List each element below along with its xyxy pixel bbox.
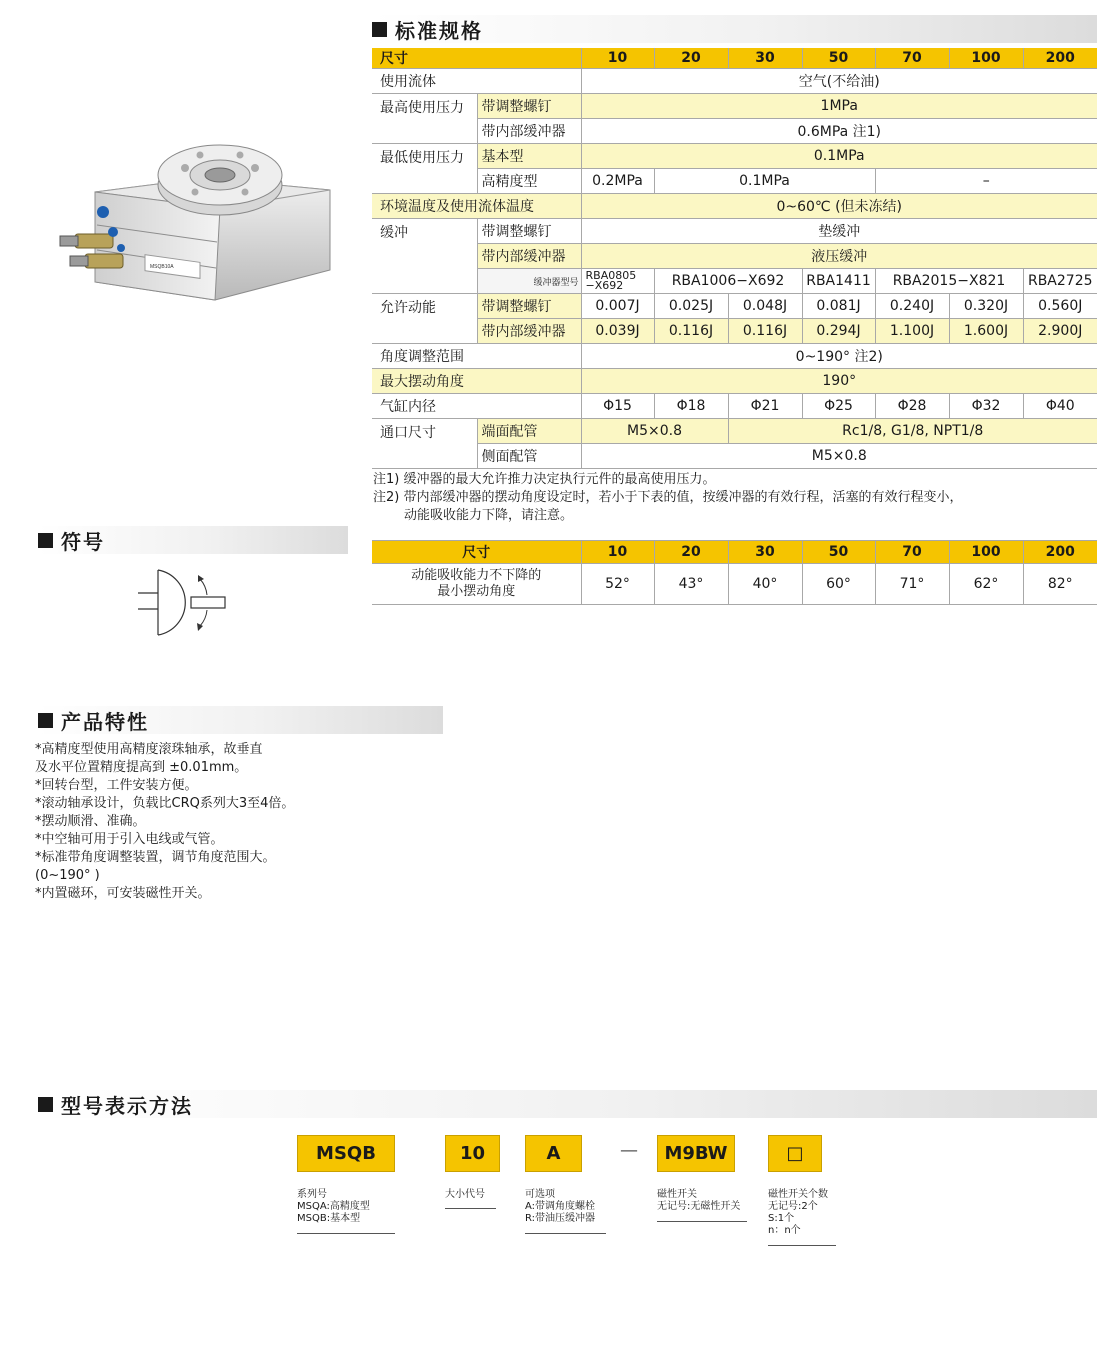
header-col: 200 xyxy=(1023,541,1097,564)
row-label: 最大摆动角度 xyxy=(372,369,581,394)
header-col: 200 xyxy=(1023,48,1097,69)
cell-value: 0~190° 注2) xyxy=(581,344,1097,369)
cell-value: 0.2MPa xyxy=(581,169,654,194)
desc-switch xyxy=(657,1189,740,1213)
cell-value: – xyxy=(875,169,1097,194)
cell-value: M5×0.8 xyxy=(581,419,728,444)
desc-line: MSQA:高精度型 xyxy=(297,1201,370,1212)
cell-value: 2.900J xyxy=(1023,319,1097,344)
spec-table xyxy=(372,48,1097,469)
header-col: 10 xyxy=(581,541,654,564)
desc-line: MSQB:基本型 xyxy=(297,1213,361,1224)
row-label: 最高使用压力 xyxy=(372,94,477,144)
square-bullet-icon xyxy=(38,533,53,548)
cell-value: RBA2015−X821 xyxy=(875,269,1023,294)
spec-section-header xyxy=(372,15,1097,43)
cell-value: 190° xyxy=(581,369,1097,394)
cell-value: Φ25 xyxy=(802,394,875,419)
cell-value: Φ18 xyxy=(654,394,728,419)
code-box-count: □ xyxy=(768,1135,822,1172)
cell-value: 60° xyxy=(802,564,875,605)
header-col: 30 xyxy=(728,541,802,564)
cell-value: 垫缓冲 xyxy=(581,219,1097,244)
desc-underline xyxy=(297,1233,395,1234)
code-dash: — xyxy=(620,1140,638,1161)
cell-value: 52° xyxy=(581,564,654,605)
cell-value: Φ40 xyxy=(1023,394,1097,419)
table-row xyxy=(372,344,1097,369)
cell-value: 0.116J xyxy=(654,319,728,344)
cell-value: 0.025J xyxy=(654,294,728,319)
cell-value: RBA1411 xyxy=(802,269,875,294)
cell-value: 0.081J xyxy=(802,294,875,319)
code-box-series: MSQB xyxy=(297,1135,395,1172)
table-row xyxy=(372,394,1097,419)
table-row xyxy=(372,319,1097,344)
cell-value: M5×0.8 xyxy=(581,444,1097,469)
header-col: 70 xyxy=(875,541,949,564)
table-row xyxy=(372,294,1097,319)
square-bullet-icon xyxy=(38,1097,53,1112)
row-label: 通口尺寸 xyxy=(372,419,477,469)
row-label: 角度调整范围 xyxy=(372,344,581,369)
desc-line: 无记号:2个 xyxy=(768,1201,818,1212)
table-row xyxy=(372,194,1097,219)
square-bullet-icon xyxy=(372,22,387,37)
header-col: 70 xyxy=(875,48,949,69)
desc-line: 磁性开关 xyxy=(657,1189,697,1200)
desc-line: A:带调角度螺栓 xyxy=(525,1201,596,1212)
desc-underline xyxy=(445,1208,496,1209)
row-label-line: 动能吸收能力不下降的 xyxy=(411,568,542,583)
cell-value: RBA2725 xyxy=(1023,269,1097,294)
header-col: 20 xyxy=(654,541,728,564)
cell-value: 0.116J xyxy=(728,319,802,344)
cell-value: 液压缓冲 xyxy=(581,244,1097,269)
desc-line: 大小代号 xyxy=(445,1189,485,1200)
cell-value: Rc1/8, G1/8, NPT1/8 xyxy=(728,419,1097,444)
row-label xyxy=(372,564,581,605)
list-item: *标准带角度调整装置，调节角度范围大。 xyxy=(35,850,276,865)
header-size: 尺寸 xyxy=(372,48,581,69)
cell-value: Φ21 xyxy=(728,394,802,419)
rotary-actuator-symbol-icon xyxy=(130,565,240,645)
list-item: *滚动轴承设计，负载比CRQ系列大3至4倍。 xyxy=(35,796,295,811)
row-sublabel: 带内部缓冲器 xyxy=(477,244,581,269)
row-label-line: 最小摆动角度 xyxy=(437,584,516,599)
cell-value: 0.1MPa xyxy=(581,144,1097,169)
cell-value: 0.294J xyxy=(802,319,875,344)
angle-header-row xyxy=(372,541,1097,564)
table-row xyxy=(372,419,1097,444)
notes xyxy=(373,471,962,525)
min-angle-table xyxy=(372,540,1097,605)
table-row xyxy=(372,69,1097,94)
cell-value: 71° xyxy=(875,564,949,605)
features-section-header xyxy=(38,706,443,734)
table-row xyxy=(372,94,1097,119)
table-row xyxy=(372,144,1097,169)
desc-underline xyxy=(657,1221,747,1222)
code-box-size: 10 xyxy=(445,1135,500,1172)
note-line: 注1) 缓冲器的最大允许推力决定执行元件的最高使用压力。 xyxy=(373,472,716,487)
desc-line: 可选项 xyxy=(525,1189,555,1200)
cell-value: 0.6MPa 注1) xyxy=(581,119,1097,144)
table-row xyxy=(372,444,1097,469)
section-title: 产品特性 xyxy=(61,709,149,734)
desc-line: 无记号:无磁性开关 xyxy=(657,1201,741,1212)
cell-value: 40° xyxy=(728,564,802,605)
code-box-switch: M9BW xyxy=(657,1135,735,1172)
cell-value: 0.560J xyxy=(1023,294,1097,319)
row-sublabel: 高精度型 xyxy=(477,169,581,194)
row-sublabel: 带调整螺钉 xyxy=(477,294,581,319)
row-sublabel: 端面配管 xyxy=(477,419,581,444)
list-item: (0~190° ) xyxy=(35,868,100,883)
row-sublabel: 带内部缓冲器 xyxy=(477,319,581,344)
row-label: 允许动能 xyxy=(372,294,477,344)
cell-value: 0.1MPa xyxy=(654,169,875,194)
cell-value: 0~60℃ (但未冻结) xyxy=(581,194,1097,219)
desc-underline xyxy=(525,1233,606,1234)
header-col: 50 xyxy=(802,48,875,69)
cell-value: 1.600J xyxy=(949,319,1023,344)
cell-value: 0.240J xyxy=(875,294,949,319)
symbol-section-header xyxy=(38,526,348,554)
cell-value: 0.039J xyxy=(581,319,654,344)
cell-value: 空气(不给油) xyxy=(581,69,1097,94)
list-item: *摆动顺滑、准确。 xyxy=(35,814,146,829)
cell-value: 62° xyxy=(949,564,1023,605)
cell-value: RBA1006−X692 xyxy=(654,269,802,294)
row-sublabel: 带调整螺钉 xyxy=(477,94,581,119)
cell-value: 82° xyxy=(1023,564,1097,605)
row-label: 最低使用压力 xyxy=(372,144,477,194)
row-sublabel: 带内部缓冲器 xyxy=(477,119,581,144)
section-title: 符号 xyxy=(61,529,105,554)
features-list xyxy=(35,741,294,903)
row-sublabel: 带调整螺钉 xyxy=(477,219,581,244)
cell-value: 1.100J xyxy=(875,319,949,344)
product-label: MSQB10A xyxy=(150,264,174,270)
code-box-option: A xyxy=(525,1135,582,1172)
header-col: 30 xyxy=(728,48,802,69)
row-sublabel: 基本型 xyxy=(477,144,581,169)
list-item: *内置磁环，可安装磁性开关。 xyxy=(35,886,211,901)
table-row xyxy=(372,564,1097,605)
header-col: 100 xyxy=(949,48,1023,69)
cell-value: 1MPa xyxy=(581,94,1097,119)
row-label: 使用流体 xyxy=(372,69,581,94)
list-item: *高精度型使用高精度滚珠轴承，故垂直 xyxy=(35,742,263,757)
header-col: 50 xyxy=(802,541,875,564)
list-item: *中空轴可用于引入电线或气管。 xyxy=(35,832,224,847)
desc-line: n：n个 xyxy=(768,1225,801,1236)
desc-line: S:1个 xyxy=(768,1213,795,1224)
section-title: 标准规格 xyxy=(395,18,483,43)
cell-value: RBA0805 −X692 xyxy=(581,269,654,294)
cell-value: Φ28 xyxy=(875,394,949,419)
header-col: 10 xyxy=(581,48,654,69)
table-row xyxy=(372,269,1097,294)
table-row xyxy=(372,119,1097,144)
cell-value: 43° xyxy=(654,564,728,605)
header-size: 尺寸 xyxy=(372,541,581,564)
cell-value: 0.048J xyxy=(728,294,802,319)
cell-value: 0.007J xyxy=(581,294,654,319)
model-section-header xyxy=(38,1090,1097,1118)
table-row xyxy=(372,369,1097,394)
table-row xyxy=(372,219,1097,244)
product-image xyxy=(55,130,345,310)
desc-option xyxy=(525,1189,595,1225)
header-col: 20 xyxy=(654,48,728,69)
spec-header-row xyxy=(372,48,1097,69)
cell-value: Φ15 xyxy=(581,394,654,419)
note-line: 动能吸收能力下降，请注意。 xyxy=(404,508,574,523)
header-col: 100 xyxy=(949,541,1023,564)
table-row xyxy=(372,169,1097,194)
row-label: 气缸内径 xyxy=(372,394,581,419)
desc-series xyxy=(297,1189,370,1225)
desc-underline xyxy=(768,1245,836,1246)
row-sublabel: 缓冲器型号 xyxy=(477,269,581,294)
row-sublabel: 侧面配管 xyxy=(477,444,581,469)
desc-count xyxy=(768,1189,828,1237)
desc-line: R:带油压缓冲器 xyxy=(525,1213,596,1224)
list-item: *回转台型，工件安装方便。 xyxy=(35,778,198,793)
cell-value: 0.320J xyxy=(949,294,1023,319)
desc-line: 系列号 xyxy=(297,1189,327,1200)
note-line: 注2) 带内部缓冲器的摆动角度设定时，若小于下表的值，按缓冲器的有效行程，活塞的有效行程变小， xyxy=(373,490,963,505)
row-label: 环境温度及使用流体温度 xyxy=(372,194,581,219)
table-row xyxy=(372,244,1097,269)
square-bullet-icon xyxy=(38,713,53,728)
list-item: 及水平位置精度提高到 ±0.01mm。 xyxy=(35,760,248,775)
cell-value: Φ32 xyxy=(949,394,1023,419)
desc-size xyxy=(445,1189,485,1201)
section-title: 型号表示方法 xyxy=(61,1093,193,1118)
row-label: 缓冲 xyxy=(372,219,477,294)
desc-line: 磁性开关个数 xyxy=(768,1189,828,1200)
